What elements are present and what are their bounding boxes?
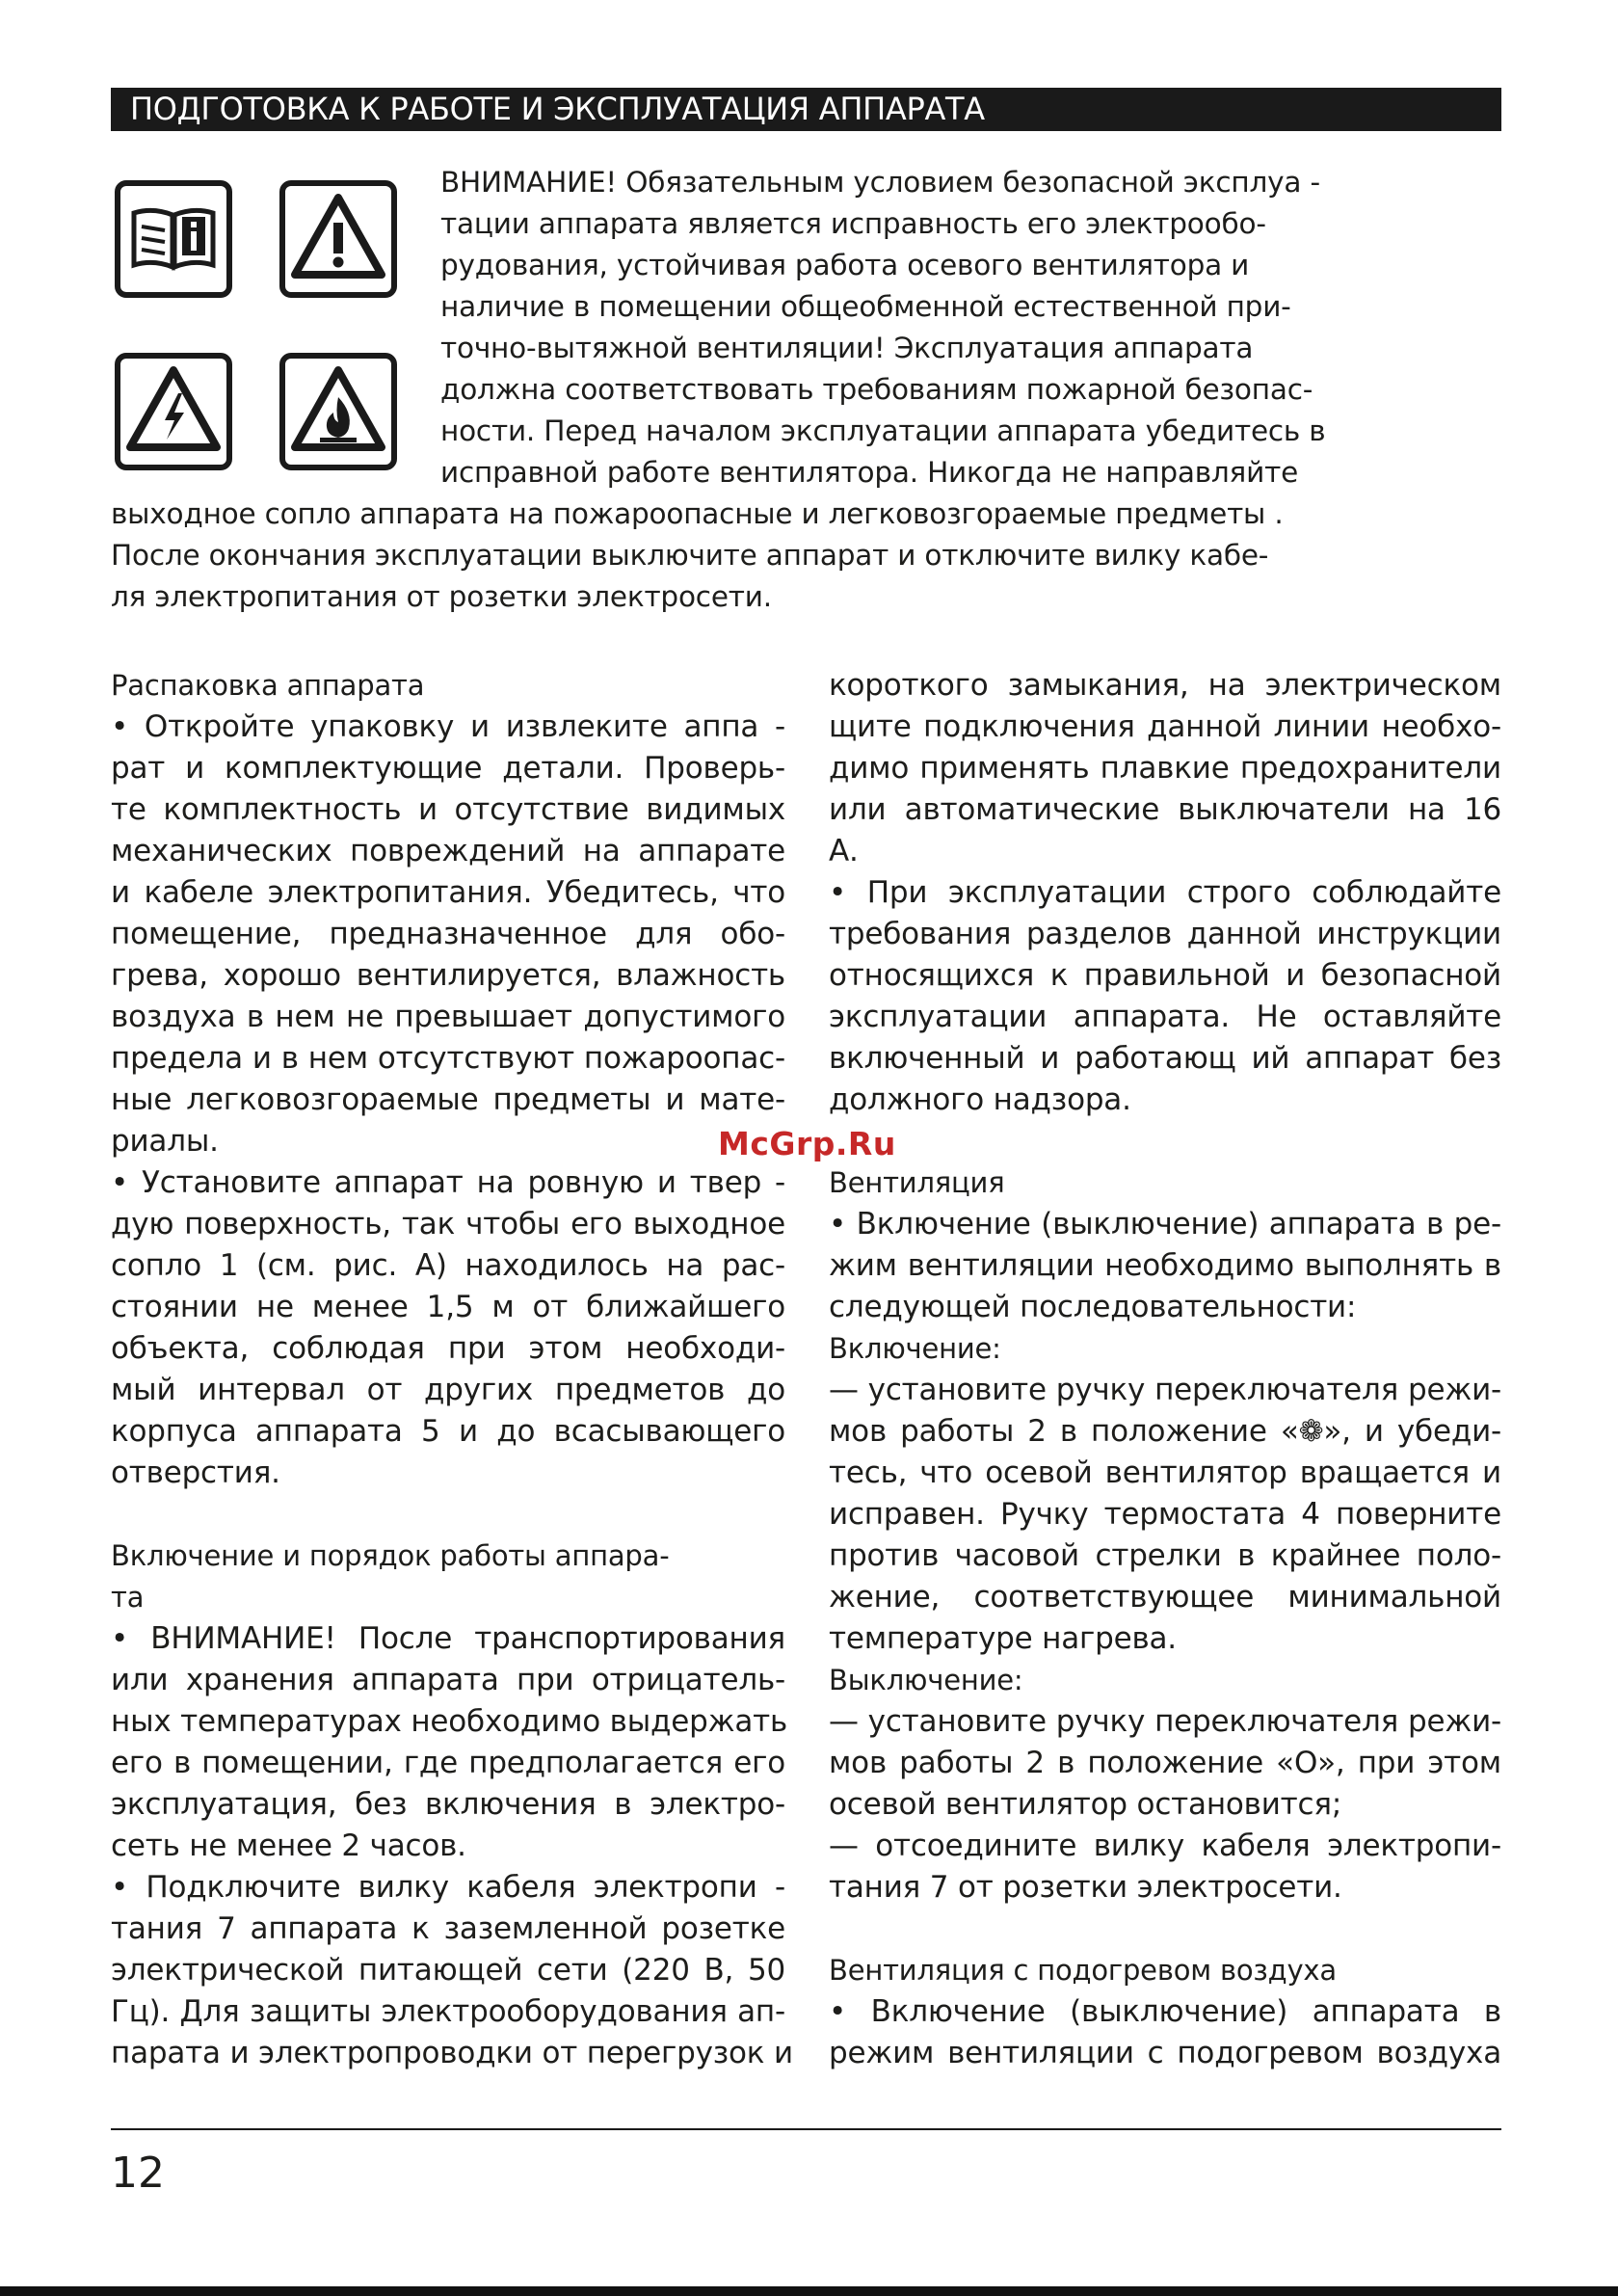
paragraph-line: жение, соответствующее минимальной: [829, 1580, 1501, 1615]
warning-continuation: [111, 494, 1364, 618]
warning-line: рудования, устойчивая работа осевого вентилятора и: [440, 249, 1250, 281]
paragraph-line: рат и комплектующие детали. Проверь-: [111, 751, 785, 786]
paragraph-line: следующей последовательности:: [829, 1290, 1357, 1324]
right-column: [829, 665, 1501, 2074]
warning-text-block: [440, 162, 1366, 494]
warning-line: выходное сопло аппарата на пожароопасные и легковозгораемые предметы .: [111, 497, 1284, 530]
paragraph-line: тания 7 аппарата к заземленной розетке: [111, 1911, 785, 1946]
paragraph-line: помещение, предназначенное для обо-: [111, 917, 785, 951]
paragraph-line: — установите ручку переключателя режи-: [829, 1373, 1501, 1407]
warning-line: После окончания эксплуатации выключите аппарат и отключите вилку кабе-: [111, 539, 1269, 572]
paragraph-line: и кабеле электропитания. Убедитесь, что: [111, 875, 785, 910]
paragraph-line: ные легковозгораемые предметы и мате-: [111, 1082, 785, 1117]
section-title: ПОДГОТОВКА К РАБОТЕ И ЭКСПЛУАТАЦИЯ АППАРАТА: [130, 91, 985, 127]
electric-shock-warning-icon: [115, 353, 232, 470]
paragraph-line: жим вентиляции необходимо выполнять в: [829, 1248, 1501, 1283]
warning-line: тации аппарата является исправность его электрообо-: [440, 207, 1266, 240]
paragraph-line: А.: [829, 834, 859, 868]
paragraph-line: риалы.: [111, 1124, 219, 1159]
section-heading-heated-ventilation: Вентиляция с подогревом воздуха: [829, 1954, 1337, 1987]
section-heading-unpacking: Распаковка аппарата: [111, 669, 425, 702]
paragraph-line: осевой вентилятор остановится;: [829, 1787, 1342, 1822]
ventilation-on-label: Включение:: [829, 1332, 1001, 1365]
paragraph-line: отверстия.: [111, 1455, 280, 1490]
section-header: [111, 88, 1501, 131]
paragraph-line: • ВНИМАНИЕ! После транспортирования: [111, 1621, 785, 1656]
paragraph-line: требования разделов данной инструкции: [829, 917, 1501, 951]
watermark: McGrp.Ru: [718, 1125, 896, 1162]
paragraph-line: температуре нагрева.: [829, 1621, 1177, 1656]
paragraph-line: тания 7 от розетки электросети.: [829, 1870, 1342, 1905]
section-heading-operation: Включение и порядок работы аппара-: [111, 1539, 670, 1572]
paragraph-line: щите подключения данной линии необхо-: [829, 709, 1501, 744]
ventilation-off-label: Выключение:: [829, 1664, 1023, 1696]
paragraph-line: исправен. Ручку термостата 4 поверните: [829, 1497, 1501, 1532]
warning-line: точно-вытяжной вентиляции! Эксплуатация аппарата: [440, 332, 1254, 364]
paragraph-line: грева, хорошо вентилируется, влажность: [111, 958, 785, 993]
section-heading-operation: та: [111, 1581, 145, 1614]
paragraph-line: стоянии не менее 1,5 м от ближайшего: [111, 1290, 785, 1324]
paragraph-line: Гц). Для защиты электрооборудования ап-: [111, 1994, 785, 2029]
warning-line: ля электропитания от розетки электросети.: [111, 580, 772, 613]
paragraph-line: эксплуатации аппарата. Не оставляйте: [829, 1000, 1501, 1034]
warning-line: наличие в помещении общеобменной естественной при-: [440, 290, 1291, 323]
paragraph-line: • Откройте упаковку и извлеките аппа -: [111, 709, 785, 744]
paragraph-line: включенный и работающ ий аппарат без: [829, 1041, 1501, 1076]
manual-info-icon: [115, 180, 232, 298]
section-heading-ventilation: Вентиляция: [829, 1166, 1005, 1199]
paragraph-line: — установите ручку переключателя режи-: [829, 1704, 1501, 1739]
paragraph-line: — отсоедините вилку кабеля электропи-: [829, 1829, 1501, 1863]
page-number: 12: [111, 2149, 165, 2198]
paragraph-line: короткого замыкания, на электрическом: [829, 668, 1501, 703]
paragraph-line: или автоматические выключатели на 16: [829, 792, 1501, 827]
warning-line: ВНИМАНИЕ! Обязательным условием безопасной эксплуа -: [440, 166, 1320, 199]
warning-line: ности. Перед началом эксплуатации аппарата убедитесь в: [440, 414, 1326, 447]
paragraph-line: тесь, что осевой вентилятор вращается и: [829, 1455, 1501, 1490]
paragraph-line: мов работы 2 в положение «О», при этом: [829, 1746, 1501, 1780]
paragraph-line: режим вентиляции с подогревом воздуха: [829, 2036, 1501, 2070]
paragraph-line: сопло 1 (см. рис. А) находилось на рас-: [111, 1248, 785, 1283]
paragraph-line: мый интервал от других предметов до: [111, 1373, 785, 1407]
warning-line: исправной работе вентилятора. Никогда не направляйте: [440, 456, 1299, 489]
left-column: [111, 665, 793, 2074]
paragraph-line: электрической питающей сети (220 В, 50: [111, 1953, 785, 1988]
paragraph-line: его в помещении, где предполагается его: [111, 1746, 785, 1780]
paragraph-line: корпуса аппарата 5 и до всасывающего: [111, 1414, 785, 1449]
fire-warning-icon: [279, 353, 397, 470]
paragraph-line: должного надзора.: [829, 1082, 1131, 1117]
paragraph-line: мов работы 2 в положение «❁», и убеди-: [829, 1414, 1501, 1449]
paragraph-line: те комплектность и отсутствие видимых: [111, 792, 785, 827]
paragraph-line: сеть не менее 2 часов.: [111, 1829, 466, 1863]
paragraph-line: • Установите аппарат на ровную и твер -: [111, 1165, 785, 1200]
scan-edge: [0, 2286, 1618, 2296]
warning-line: должна соответствовать требованиям пожарной безопас-: [440, 373, 1313, 406]
paragraph-line: объекта, соблюдая при этом необходи-: [111, 1331, 785, 1366]
paragraph-line: дую поверхность, так чтобы его выходное: [111, 1207, 785, 1241]
paragraph-line: ных температурах необходимо выдержать: [111, 1704, 788, 1739]
paragraph-line: механических повреждений на аппарате: [111, 834, 785, 868]
paragraph-line: димо применять плавкие предохранители: [829, 751, 1501, 786]
paragraph-line: эксплуатация, без включения в электро-: [111, 1787, 785, 1822]
warning-exclamation-icon: [279, 180, 397, 298]
paragraph-line: • Подключите вилку кабеля электропи -: [111, 1870, 785, 1905]
paragraph-line: воздуха в нем не превышает допустимого: [111, 1000, 785, 1034]
paragraph-line: относящихся к правильной и безопасной: [829, 958, 1501, 993]
paragraph-line: или хранения аппарата при отрицатель-: [111, 1663, 785, 1697]
paragraph-line: • При эксплуатации строго соблюдайте: [829, 875, 1501, 910]
paragraph-line: предела и в нем отсутствуют пожароопас-: [111, 1041, 785, 1076]
paragraph-line: против часовой стрелки в крайнее поло-: [829, 1538, 1501, 1573]
paragraph-line: • Включение (выключение) аппарата в ре-: [829, 1207, 1501, 1241]
footer-divider: [111, 2128, 1501, 2130]
paragraph-line: парата и электропроводки от перегрузок и: [111, 2036, 793, 2070]
paragraph-line: • Включение (выключение) аппарата в: [829, 1994, 1501, 2029]
